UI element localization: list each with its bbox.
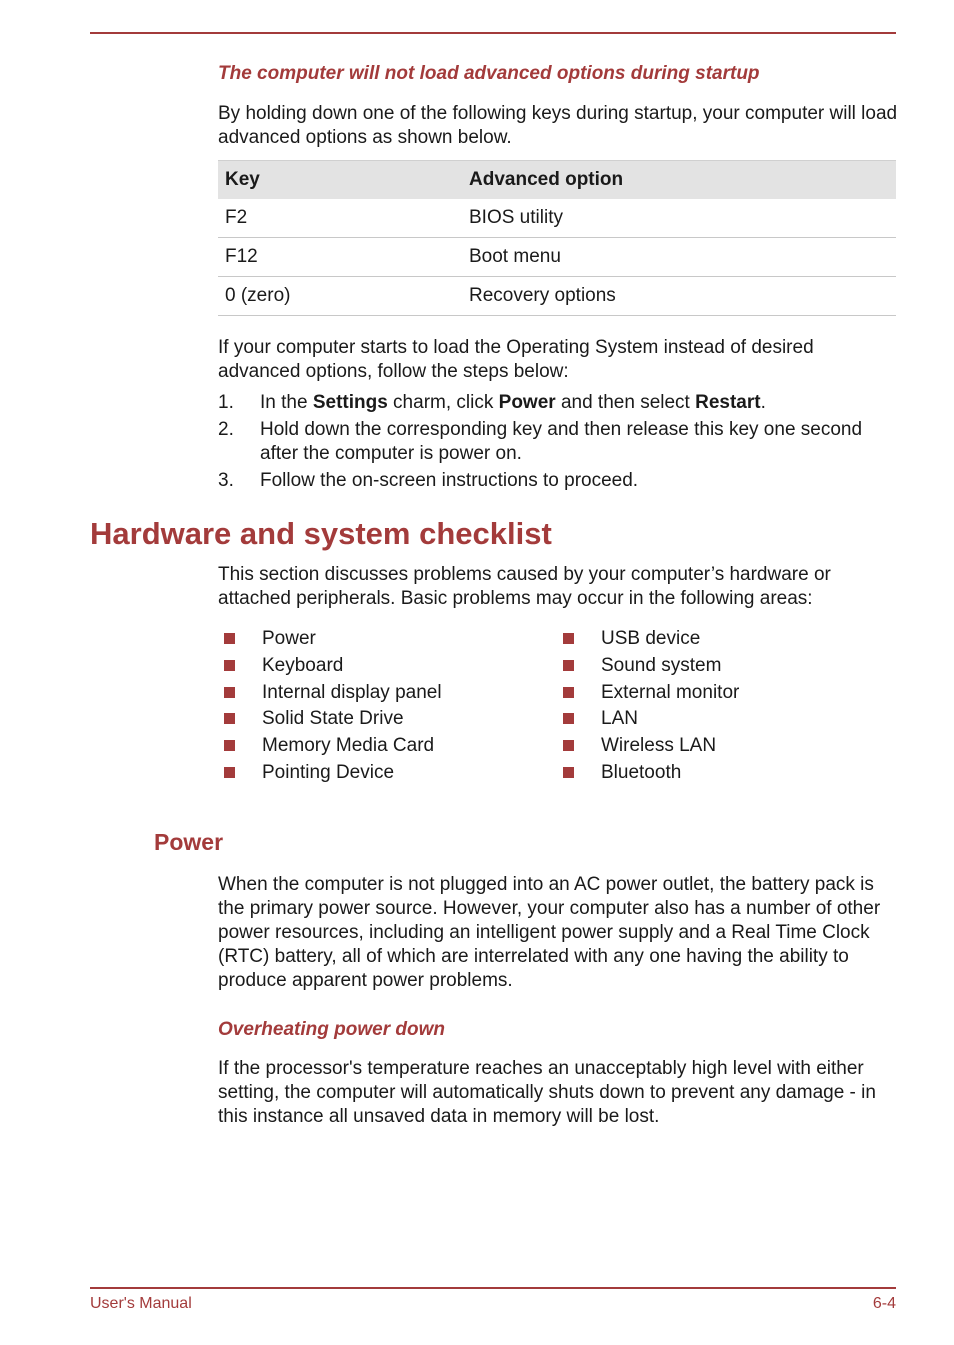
- list-item: [557, 626, 739, 653]
- list-item: [557, 733, 739, 760]
- bullet-square-icon: [563, 660, 574, 671]
- step-text: In the: [260, 392, 313, 413]
- list-item: [218, 760, 442, 787]
- footer-rule: [90, 1287, 896, 1289]
- bullet-square-icon: [563, 633, 574, 644]
- header-rule: [90, 32, 896, 34]
- step-text: Hold down the corresponding key and then release this key one second after the computer is power on.: [260, 419, 863, 464]
- list-item: [557, 706, 739, 733]
- list-item-label: LAN: [601, 708, 638, 730]
- list-item-label: Sound system: [601, 654, 722, 676]
- step-number: 2.: [218, 419, 234, 440]
- footer-page-number: 6-4: [872, 1295, 896, 1312]
- list-item-label: Memory Media Card: [262, 735, 435, 757]
- list-item: [557, 653, 739, 680]
- step-number: 3.: [218, 470, 234, 491]
- footer-manual-label: User's Manual: [90, 1295, 192, 1312]
- list-item-label: Internal display panel: [262, 681, 442, 703]
- list-item-label: Pointing Device: [262, 761, 395, 783]
- bullet-square-icon: [224, 633, 235, 644]
- step-item: [218, 391, 898, 415]
- list-item: [218, 706, 442, 733]
- table-cell-option: Boot menu: [462, 238, 896, 277]
- followup-paragraph: If your computer starts to load the Operating System instead of desired advanced options, follow the steps below:: [218, 337, 814, 382]
- areas-list-right: [557, 626, 739, 787]
- list-item-label: Solid State Drive: [262, 708, 404, 730]
- power-heading: Power: [154, 829, 224, 855]
- settings-term: Settings: [312, 392, 388, 413]
- list-item: [218, 626, 442, 653]
- table-header-option: Advanced option: [462, 161, 896, 200]
- list-item-label: Wireless LAN: [601, 735, 717, 757]
- table-cell-key: F2: [218, 199, 462, 238]
- list-item-label: Keyboard: [262, 654, 344, 676]
- bullet-square-icon: [224, 660, 235, 671]
- list-item-label: Bluetooth: [601, 761, 682, 783]
- overheating-paragraph: If the processor's temperature reaches an unacceptably high level with either setting, the computer will automatically shuts down to prevent any damage - in this instance all unsaved data in memory will be lost.: [218, 1058, 876, 1127]
- section-title: Hardware and system checklist: [90, 516, 552, 551]
- bullet-square-icon: [224, 740, 235, 751]
- overheating-heading: Overheating power down: [218, 1019, 445, 1040]
- startup-heading: The computer will not load advanced options during startup: [218, 63, 760, 84]
- bullet-square-icon: [224, 767, 235, 778]
- step-text: Follow the on-screen instructions to proceed.: [260, 470, 639, 491]
- table-header-key: Key: [218, 161, 462, 200]
- list-item: [557, 760, 739, 787]
- table-cell-option: Recovery options: [462, 277, 896, 316]
- bullet-square-icon: [563, 740, 574, 751]
- power-paragraph: When the computer is not plugged into an AC power outlet, the battery pack is the primary power source. However, your computer also has a number of other power resources, including an intelligent power supply and a Real Time Clock (RTC) battery, all of which are interrelated with any one having the ability to produce apparent power problems.: [218, 874, 881, 991]
- table-row: [218, 199, 896, 238]
- step-number: 1.: [218, 392, 234, 413]
- table-cell-key: 0 (zero): [218, 277, 462, 316]
- list-item-label: USB device: [601, 628, 701, 649]
- list-item: [557, 680, 739, 707]
- table-header-row: [218, 161, 896, 200]
- bullet-square-icon: [563, 687, 574, 698]
- restart-term: Restart: [695, 392, 761, 413]
- list-item-label: Power: [262, 628, 316, 649]
- advanced-options-table: [218, 160, 896, 316]
- table-cell-option: BIOS utility: [462, 199, 896, 238]
- table-cell-key: F12: [218, 238, 462, 277]
- table-row: [218, 238, 896, 277]
- bullet-square-icon: [224, 713, 235, 724]
- step-item: [218, 418, 898, 466]
- list-item-label: External monitor: [601, 681, 740, 703]
- power-term: Power: [498, 392, 556, 413]
- bullet-square-icon: [563, 713, 574, 724]
- bullet-square-icon: [224, 687, 235, 698]
- step-text: and then select: [555, 392, 696, 413]
- list-item: [218, 680, 442, 707]
- step-item: [218, 469, 898, 493]
- intro-paragraph: By holding down one of the following keys during startup, your computer will load advanced options as shown below.: [218, 103, 898, 148]
- areas-list-left: [218, 626, 442, 787]
- list-item: [218, 733, 442, 760]
- step-text: .: [760, 392, 766, 413]
- list-item: [218, 653, 442, 680]
- table-row: [218, 277, 896, 316]
- steps-list: [218, 391, 898, 496]
- bullet-square-icon: [563, 767, 574, 778]
- step-text: charm, click: [387, 392, 499, 413]
- section-intro: This section discusses problems caused by your computer’s hardware or attached peripherals. Basic problems may occur in the following areas:: [218, 564, 831, 609]
